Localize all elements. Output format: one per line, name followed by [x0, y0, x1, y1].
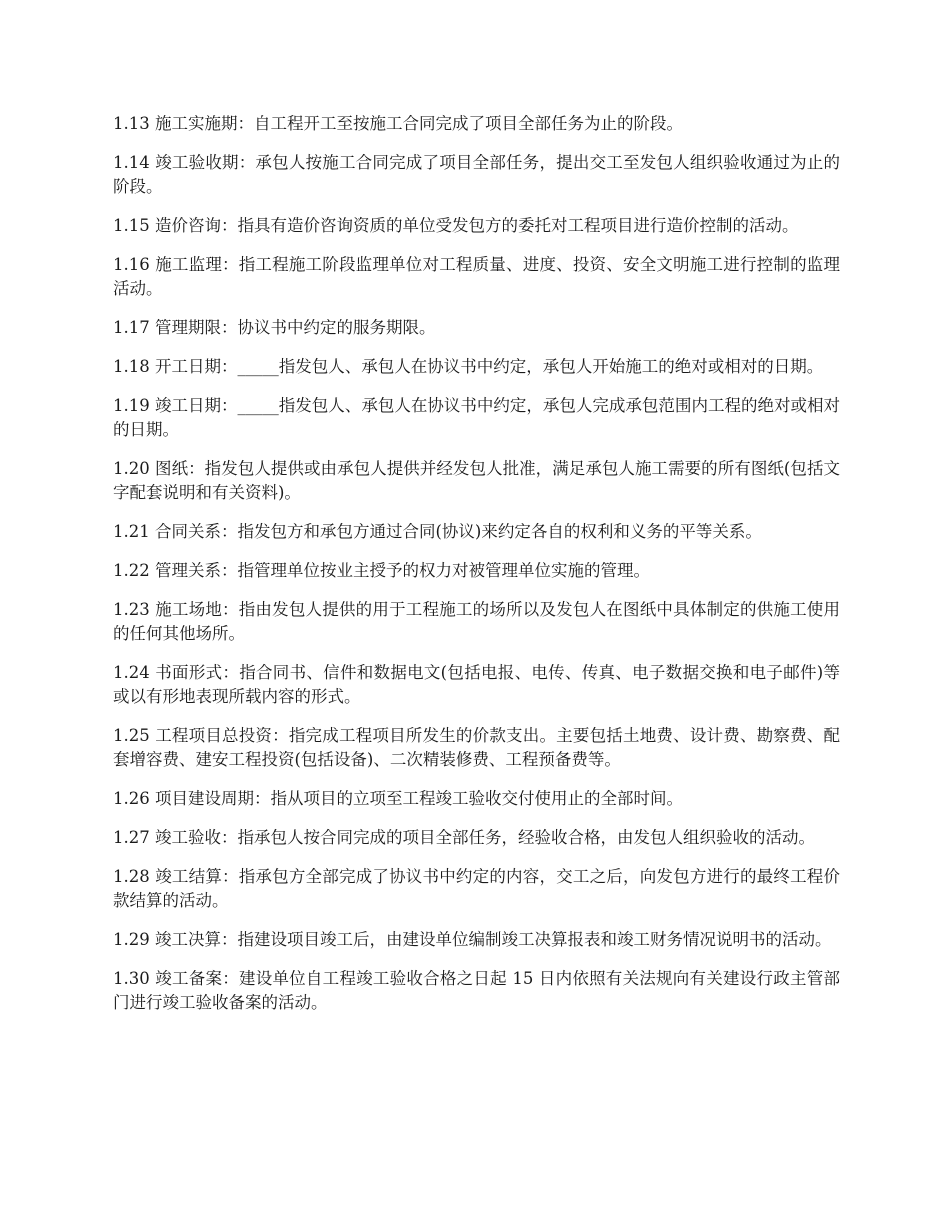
definition-1-22: 1.22 管理关系：指管理单位按业主授予的权力对被管理单位实施的管理。 — [113, 561, 650, 580]
definition-1-13: 1.13 施工实施期：自工程开工至按施工合同完成了项目全部任务为止的阶段。 — [113, 114, 683, 133]
definition-1-30: 1.30 竣工备案：建设单位自工程竣工验收合格之日起 15 日内依照有关法规向有关建设行政主管部门进行竣工验收备案的活动。 — [113, 969, 840, 1012]
definition-1-25: 1.25 工程项目总投资：指完成工程项目所发生的价款支出。主要包括土地费、设计费、勘察费、配套增容费、建安工程投资(包括设备)、二次精装修费、工程预备费等。 — [113, 726, 840, 769]
definition-1-28: 1.28 竣工结算：指承包方全部完成了协议书中约定的内容，交工之后，向发包方进行的最终工程价款结算的活动。 — [113, 867, 840, 910]
definition-1-27: 1.27 竣工验收：指承包人按合同完成的项目全部任务，经验收合格，由发包人组织验收的活动。 — [113, 828, 815, 847]
definition-1-14: 1.14 竣工验收期：承包人按施工合同完成了项目全部任务，提出交工至发包人组织验收通过为止的阶段。 — [113, 153, 840, 196]
definition-1-17: 1.17 管理期限：协议书中约定的服务期限。 — [113, 318, 436, 337]
definition-1-16: 1.16 施工监理：指工程施工阶段监理单位对工程质量、进度、投资、安全文明施工进行控制的监理活动。 — [113, 255, 840, 298]
document-body — [113, 112, 840, 1030]
definition-1-29: 1.29 竣工决算：指建设项目竣工后，由建设单位编制竣工决算报表和竣工财务情况说明书的活动。 — [113, 930, 832, 949]
definition-1-20: 1.20 图纸：指发包人提供或由承包人提供并经发包人批准，满足承包人施工需要的所有图纸(包括文字配套说明和有关资料)。 — [113, 459, 840, 502]
definition-1-23: 1.23 施工场地：指由发包人提供的用于工程施工的场所以及发包人在图纸中具体制定的供施工使用的任何其他场所。 — [113, 600, 840, 643]
definition-1-21: 1.21 合同关系：指发包方和承包方通过合同(协议)来约定各自的权利和义务的平等关系。 — [113, 522, 762, 541]
definition-1-15: 1.15 造价咨询：指具有造价咨询资质的单位受发包方的委托对工程项目进行造价控制的活动。 — [113, 216, 799, 235]
definition-1-26: 1.26 项目建设周期：指从项目的立项至工程竣工验收交付使用止的全部时间。 — [113, 789, 683, 808]
definition-1-24: 1.24 书面形式：指合同书、信件和数据电文(包括电报、电传、传真、电子数据交换和电子邮件)等或以有形地表现所载内容的形式。 — [113, 663, 840, 706]
definition-1-19: 1.19 竣工日期：_____指发包人、承包人在协议书中约定，承包人完成承包范围内工程的绝对或相对的日期。 — [113, 396, 840, 439]
definition-1-18: 1.18 开工日期：_____指发包人、承包人在协议书中约定，承包人开始施工的绝对或相对的日期。 — [113, 357, 824, 376]
